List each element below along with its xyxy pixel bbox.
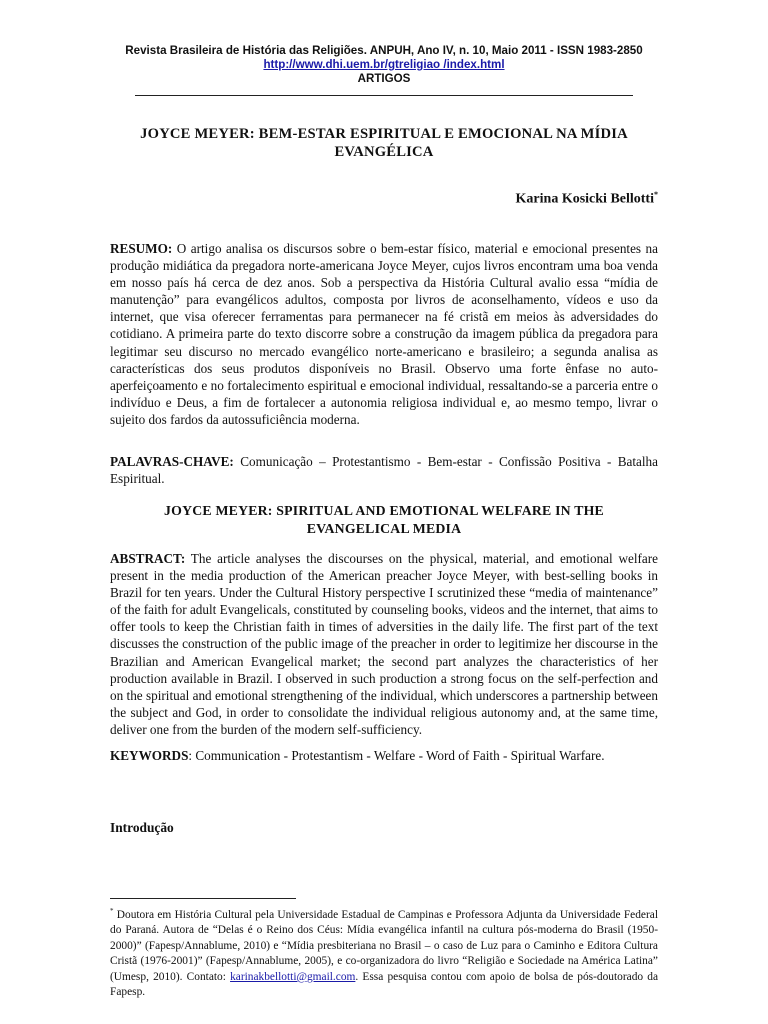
author-footnote-mark: * (654, 190, 658, 199)
footnote-text-end: . Essa pesquisa contou com apoio de bolsa de pós-doutorado da Fapesp. (110, 970, 659, 999)
author-email-link[interactable]: karinakbellotti@gmail.com (230, 970, 356, 983)
footnote-mark: * (110, 907, 114, 915)
article-title-line2: EVANGÉLICA (334, 144, 434, 160)
footnote (110, 904, 658, 1001)
palavras-chave-paragraph (110, 453, 658, 487)
keywords-paragraph (110, 747, 658, 764)
abstract-text: The article analyses the discourses on the physical, material, and emotional welfare present in the media production of the American preacher Joyce Meyer, with best-selling books in Brazil for ten years. Under the Cultural History perspective I scrutinized these “media of maintenance” of the faith for adult Evangelicals, constituted by counseling books, videos and the internet, that aims to offer tools to keep the Christian faith in times of adversities in the daily life. The first part of the text discusses the construction of the public image of the preacher in order to legitimize her discourse in the Brazilian and American Evangelical market; the second part analyzes the characteristics of her production available in Brazil. I observed in such production a strong focus on the self-perfection and on the spiritual and emotional strengthening of the individual, which underscores a partnership between the subject and God, in order to consolidate the individual religious autonomy and, at the same time, deliver one from the burden of the modern self-sufficiency. (110, 551, 658, 737)
english-title-line1: JOYCE MEYER: SPIRITUAL AND EMOTIONAL WELFARE IN THE (164, 503, 604, 518)
footnote-divider (110, 898, 296, 899)
article-title (110, 125, 658, 161)
section-heading-introducao: Introdução (110, 820, 174, 835)
palavras-chave-label: PALAVRAS-CHAVE: (110, 454, 234, 469)
journal-header: Revista Brasileira de História das Religiões. ANPUH, Ano IV, n. 10, Maio 2011 - ISSN 1983-2850 (125, 44, 643, 57)
resumo-paragraph (110, 240, 658, 428)
section-label: ARTIGOS (357, 72, 411, 85)
keywords-label: KEYWORDS (110, 748, 189, 763)
keywords-text: : Communication - Protestantism - Welfare - Word of Faith - Spiritual Warfare. (188, 748, 605, 763)
journal-url-line (0, 58, 768, 72)
resumo-text: O artigo analisa os discursos sobre o bem-estar físico, material e emocional presentes na produção midiática da pregadora norte-americana Joyce Meyer, cujos livros encontram uma boa venda em nosso país há cerca de dez anos. Sob a perspectiva da História Cultural avalio essa “mídia de manutenção” para evangélicos adultos, composta por livros de aconselhamento, vídeos e uso da internet, que visa oferecer ferramentas para permanecer na fé cristã em meios às adversidades do cotidiano. A primeira parte do texto discorre sobre a construção da imagem pública da pregadora para legitimar seu discurso no mercado evangélico norte-americano e brasileiro; a segunda analisa as características dos seus produtos disponíveis no Brasil. Observo uma forte ênfase no auto-aperfeiçoamento e no fortalecimento espiritual e emocional individual, ressaltando-se a parceria entre o indivíduo e Deus, a fim de fortalecer a autonomia religiosa individual e, ao mesmo tempo, livrar o sujeito dos fardos da autossuficiência moderna. (110, 241, 658, 427)
resumo-label: RESUMO: (110, 241, 173, 256)
author-name (516, 190, 658, 208)
abstract-label: ABSTRACT: (110, 551, 186, 566)
abstract-paragraph (110, 550, 658, 738)
author-text: Karina Kosicki Bellotti (515, 191, 654, 207)
footnote-text: Doutora em História Cultural pela Universidade Estadual de Campinas e Professora Adjunta da Universidade Federal do Paraná. Autora de “Delas é o Reino dos Céus: Mídia evangélica infantil na cultura pós-moderna do Brasil (1950-2000)” (Fapesp/Annablume, 2010) e “Mídia presbiteriana no Brasil – o caso de Luz para o Caminho e Editora Cultura Cristã (1976-2001)” (Fapesp/Annablume, 2005), e co-organizadora do livro “Religião e Sociedade na América Latina” (Umesp, 2010). Contato: (110, 908, 658, 983)
journal-url-link[interactable]: http://www.dhi.uem.br/gtreligiao /index.html (263, 58, 505, 71)
header-divider (135, 95, 633, 96)
article-title-line1: JOYCE MEYER: BEM-ESTAR ESPIRITUAL E EMOCIONAL NA MÍDIA (140, 126, 628, 142)
palavras-chave-text: Comunicação – Protestantismo - Bem-estar - Confissão Positiva - Batalha Espiritual. (110, 454, 659, 487)
english-title (110, 502, 658, 538)
english-title-line2: EVANGELICAL MEDIA (306, 521, 462, 536)
